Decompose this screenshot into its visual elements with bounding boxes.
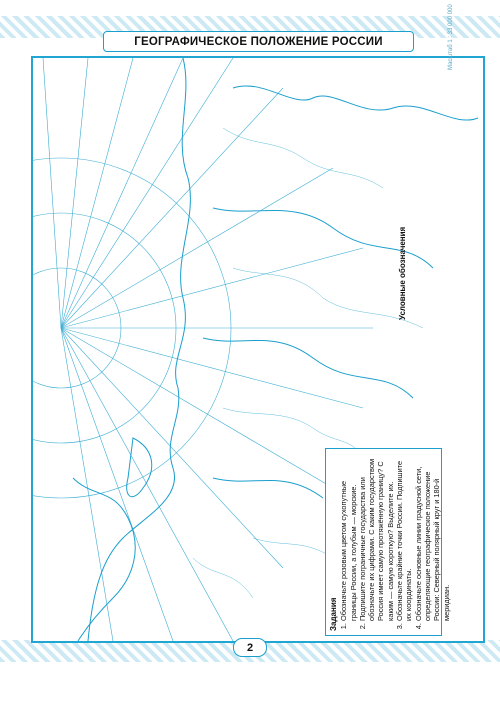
tasks-content [326,449,451,635]
task-item: 2. Подпишите пограничные государства или обозначьте их цифрами. С каким государством Россия имеет самую протяжённую границу? С каким — самую короткую? Выделите их. [358,453,395,621]
task-item: 4. Обозначьте основные линии градусной сети, определяющие географическое положение России: Северный полярный круг и 180-й меридиан. [414,453,451,621]
page-title: ГЕОГРАФИЧЕСКОЕ ПОЛОЖЕНИЕ РОССИИ [103,31,414,52]
tasks-heading: Задания [329,597,338,631]
task-item: 1. Обозначьте розовым цветом сухопутные границы России, а голубым — морские. [339,453,358,621]
task-item: 3. Обозначьте крайние точки России. Подпишите их координаты. [395,453,414,621]
map-scale-label: Масштаб 1 : 33 000 000 [448,4,454,70]
page-number: 2 [233,638,267,657]
tasks-list [339,453,451,631]
tasks-panel [325,448,451,636]
legend-title: Условные обозначения [398,226,407,320]
